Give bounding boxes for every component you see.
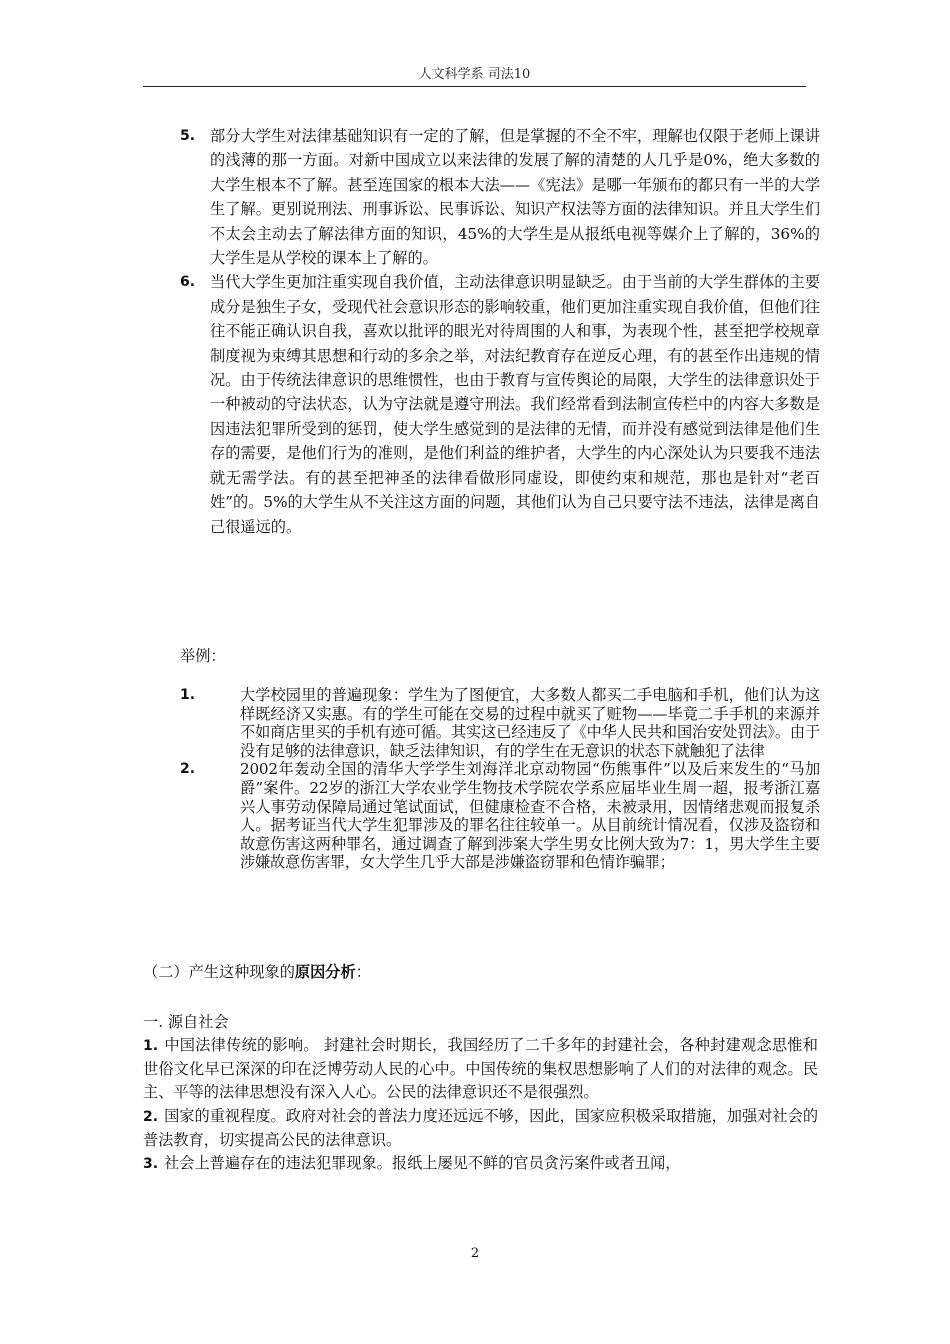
- item-number: 3.: [143, 1156, 159, 1173]
- example-list: [180, 686, 820, 872]
- section-heading-suffix: ：: [355, 963, 371, 981]
- page-header: 人文科学系 司法10: [418, 67, 531, 82]
- section-heading: [143, 961, 371, 982]
- list-item: [180, 270, 820, 538]
- item-text: 国家的重视程度。政府对社会的普法力度还远远不够，因此，国家应积极采取措施，加强对社会的普法教育，切实提高公民的法律意识。: [143, 1106, 818, 1149]
- section-heading-prefix: （二）产生这种现象的: [143, 963, 295, 981]
- item-number: 2.: [143, 1108, 159, 1125]
- item-number: 6.: [180, 274, 196, 291]
- list-item: [143, 1105, 818, 1152]
- list-item: [143, 1034, 818, 1105]
- item-number: 5.: [180, 128, 196, 144]
- item-text: 社会上普遍存在的违法犯罪现象。报纸上屡见不鲜的官员贪污案件或者丑闻，: [164, 1154, 681, 1173]
- list-item: [180, 760, 820, 872]
- list-item: [180, 124, 820, 270]
- list-item: [180, 686, 820, 760]
- society-list: [143, 1034, 818, 1176]
- header-divider: [143, 86, 806, 87]
- list-item: [143, 1152, 818, 1176]
- examples-label: 举例：: [180, 647, 226, 665]
- item-number: 1.: [180, 687, 196, 703]
- item-text: 2002年轰动全国的清华大学学生刘海洋北京动物园“伤熊事件”以及后来发生的“马加爵”案件。22岁的浙江大学农业学生物技术学院农学系应届毕业生周一超，报考浙江嘉兴人事劳动保障局通过笔试面试，但健康检查不合格，未被录用，因情绪悲观而报复杀人。据考证当代大学生犯罪涉及的罪名往往较单一。从目前统计情况看，仅涉及盗窃和故意伤害这两种罪名，通过调查了解到涉案大学生男女比例大致为7：1，男大学生主要涉嫌故意伤害罪，女大学生几乎大部是涉嫌盗窃罪和色情诈骗罪；: [240, 760, 820, 872]
- item-number: 1.: [143, 1038, 159, 1054]
- item-text: 中国法律传统的影响。 封建社会时期长，我国经历了二千多年的封建社会，各种封建观念思惟和世俗文化早已深深的印在泛博劳动人民的心中。中国传统的集权思想影响了人们的对法律的观念。民主、平等的法律思想没有深入人心。公民的法律意识还不是很强烈。: [143, 1036, 818, 1102]
- item-text: 部分大学生对法律基础知识有一定的了解，但是掌握的不全不牢，理解也仅限于老师上课讲的浅薄的那一方面。对新中国成立以来法律的发展了解的清楚的人几乎是0%，绝大多数的大学生根本不了解。甚至连国家的根本大法——《宪法》是哪一年颁布的都只有一半的大学生了解。更别说刑法、刑事诉讼、民事诉讼、知识产权法等方面的法律知识。并且大学生们不太会主动去了解法律方面的知识，45%的大学生是从报纸电视等媒介上了解的，36%的大学生是从学校的课本上了解的。: [210, 127, 820, 268]
- subsection-heading: 一. 源自社会: [143, 1013, 229, 1031]
- item-text: 当代大学生更加注重实现自我价值，主动法律意识明显缺乏。由于当前的大学生群体的主要成分是独生子女，受现代社会意识形态的影响较重，他们更加注重实现自我价值，但他们往往不能正确认识自我，喜欢以批评的眼光对待周围的人和事，为表现个性，甚至把学校规章制度视为束缚其思想和行动的多余之举，对法纪教育存在逆反心理，有的甚至作出违规的情况。由于传统法律意识的思维惯性，也由于教育与宣传舆论的局限，大学生的法律意识处于一种被动的守法状态，认为守法就是遵守刑法。我们经常看到法制宣传栏中的内容大多数是因违法犯罪所受到的惩罚，使大学生感觉到的是法律的无情，而并没有感觉到法律是他们生存的需要，是他们行为的准则，是他们利益的维护者，大学生的内心深处认为只要我不违法就无需学法。有的甚至把神圣的法律看做形同虚设，即使约束和规范，那也是针对“老百姓”的。5%的大学生从不关注这方面的问题，其他们认为自己只要守法不违法，法律是离自己很遥远的。: [210, 273, 820, 536]
- item-text: 大学校园里的普遍现象：学生为了图便宜，大多数人都买二手电脑和手机，他们认为这样既经济又实惠。有的学生可能在交易的过程中就买了赃物——毕竟二手手机的来源并不如商店里买的手机有迹可循。其实这已经违反了《中华人民共和国治安处罚法》。由于没有足够的法律意识，缺乏法律知识，有的学生在无意识的状态下就触犯了法律: [240, 686, 820, 760]
- section-heading-bold: 原因分析: [294, 963, 356, 981]
- problem-list: [180, 124, 820, 539]
- page-number: 2: [470, 1246, 480, 1261]
- item-number: 2.: [180, 761, 196, 778]
